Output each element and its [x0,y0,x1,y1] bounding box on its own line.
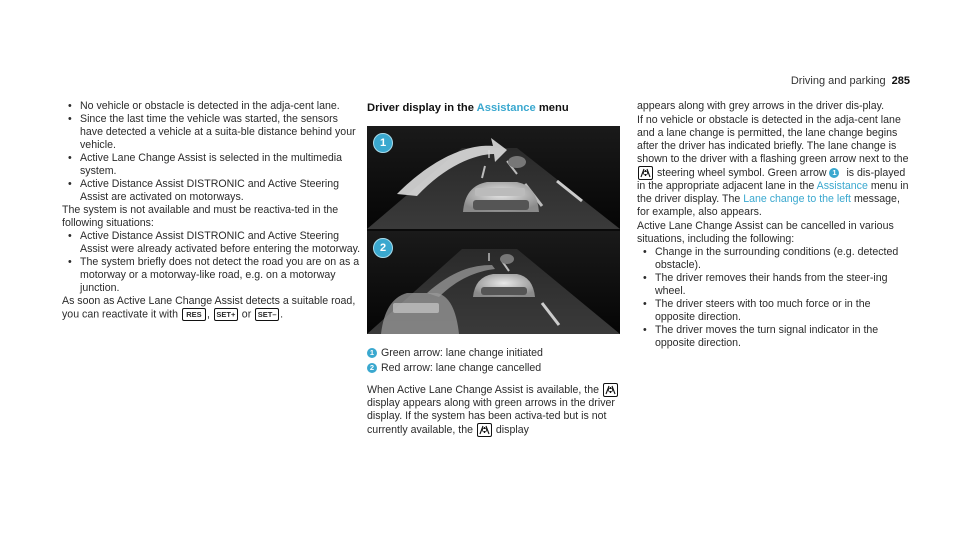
legend-number-1: 1 [367,348,377,358]
figure-panel-lane-change-initiated [367,126,620,229]
road-scene-cancelled [367,231,620,334]
column-right [637,100,913,350]
road-scene-initiated [367,126,620,229]
list-item: • No vehicle or obstacle is detected in the adja-cent lane. [62,100,362,113]
list-item: • The driver moves the turn signal indicator in the opposite direction. [637,324,913,350]
section-title: Driver display in the Assistance menu [367,102,569,114]
list-item: • The system briefly does not detect the road you are on as a motorway or a motorway-like road, e.g. on a motorway junction. [62,256,362,295]
res-button-icon: RES [182,308,206,321]
list-item: • Active Lane Change Assist is selected in the multimedia system. [62,152,362,178]
list-item: • The driver removes their hands from the steer-ing wheel. [637,272,913,298]
list-item: • Change in the surrounding conditions (e.g. detected obstacle). [637,246,913,272]
assistance-highlight: Assistance [476,102,536,114]
legend-number-2: 2 [367,363,377,373]
steering-assist-icon [603,383,618,397]
set-plus-button-icon: SET+ [214,308,238,321]
steering-assist-icon [477,423,492,437]
list-item: • Active Distance Assist DISTRONIC and Active Steering Assist were already activated before entering the motorway. [62,230,362,256]
lane-change-text: If no vehicle or obstacle is detected in the adja-cent lane and a lane change is permitted, the lane change begins after the driver has indicated briefly. The lane change is shown to the driver with a flashing green arrow next to the steering wheel symbol. Green arrow 1 is dis-played in the appropriate adjacent lane in the Assistance menu in the driver display. The Lane change to the left message, for example, also appears. [637,114,909,218]
column-middle [367,100,621,129]
reactivation-list [62,230,362,295]
legend-item-green-arrow: 1 Green arrow: lane change initiated [367,347,621,360]
grey-arrows-text: appears along with grey arrows in the driver dis-play. [637,100,885,112]
page-header [791,75,910,88]
conditions-list [62,100,362,204]
cancel-conditions-text: Active Lane Change Assist can be cancelled in various situations, including the following: [637,220,894,245]
cancel-conditions-list [637,246,913,350]
steering-assist-icon [638,166,653,180]
legend-item-red-arrow: 2 Red arrow: lane change cancelled [367,362,621,375]
list-item: • Since the last time the vehicle was started, the sensors have detected a vehicle at a suita-ble distance behind your vehicle. [62,113,362,152]
not-available-text: The system is not available and must be reactiva-ted in the following situations: [62,204,339,229]
section-name: Driving and parking [790,75,886,87]
inline-number-1: 1 [829,168,839,178]
set-minus-button-icon: SET– [255,308,279,321]
lane-change-message-highlight: Lane change to the left [743,193,851,205]
figure-legend [367,347,621,437]
list-item: • The driver steers with too much force or in the opposite direction. [637,298,913,324]
figure-label-1: 1 [373,133,393,153]
figure-panel-lane-change-cancelled [367,231,620,334]
figure-label-2: 2 [373,238,393,258]
page-number: 285 [891,75,910,87]
list-item: • Active Distance Assist DISTRONIC and Active Steering Assist are activated on motorways. [62,178,362,204]
availability-text: When Active Lane Change Assist is available, the display appears along with green arrows in the driver display. If the system has been activa-ted but is not currently available, the display [367,383,621,437]
reactivate-text: As soon as Active Lane Change Assist detects a suitable road, you can reactivate it with RES , SET+ or SET– . [62,295,356,321]
assistance-highlight: Assistance [816,180,868,192]
driver-display-figure [367,126,620,334]
column-left [62,100,362,321]
